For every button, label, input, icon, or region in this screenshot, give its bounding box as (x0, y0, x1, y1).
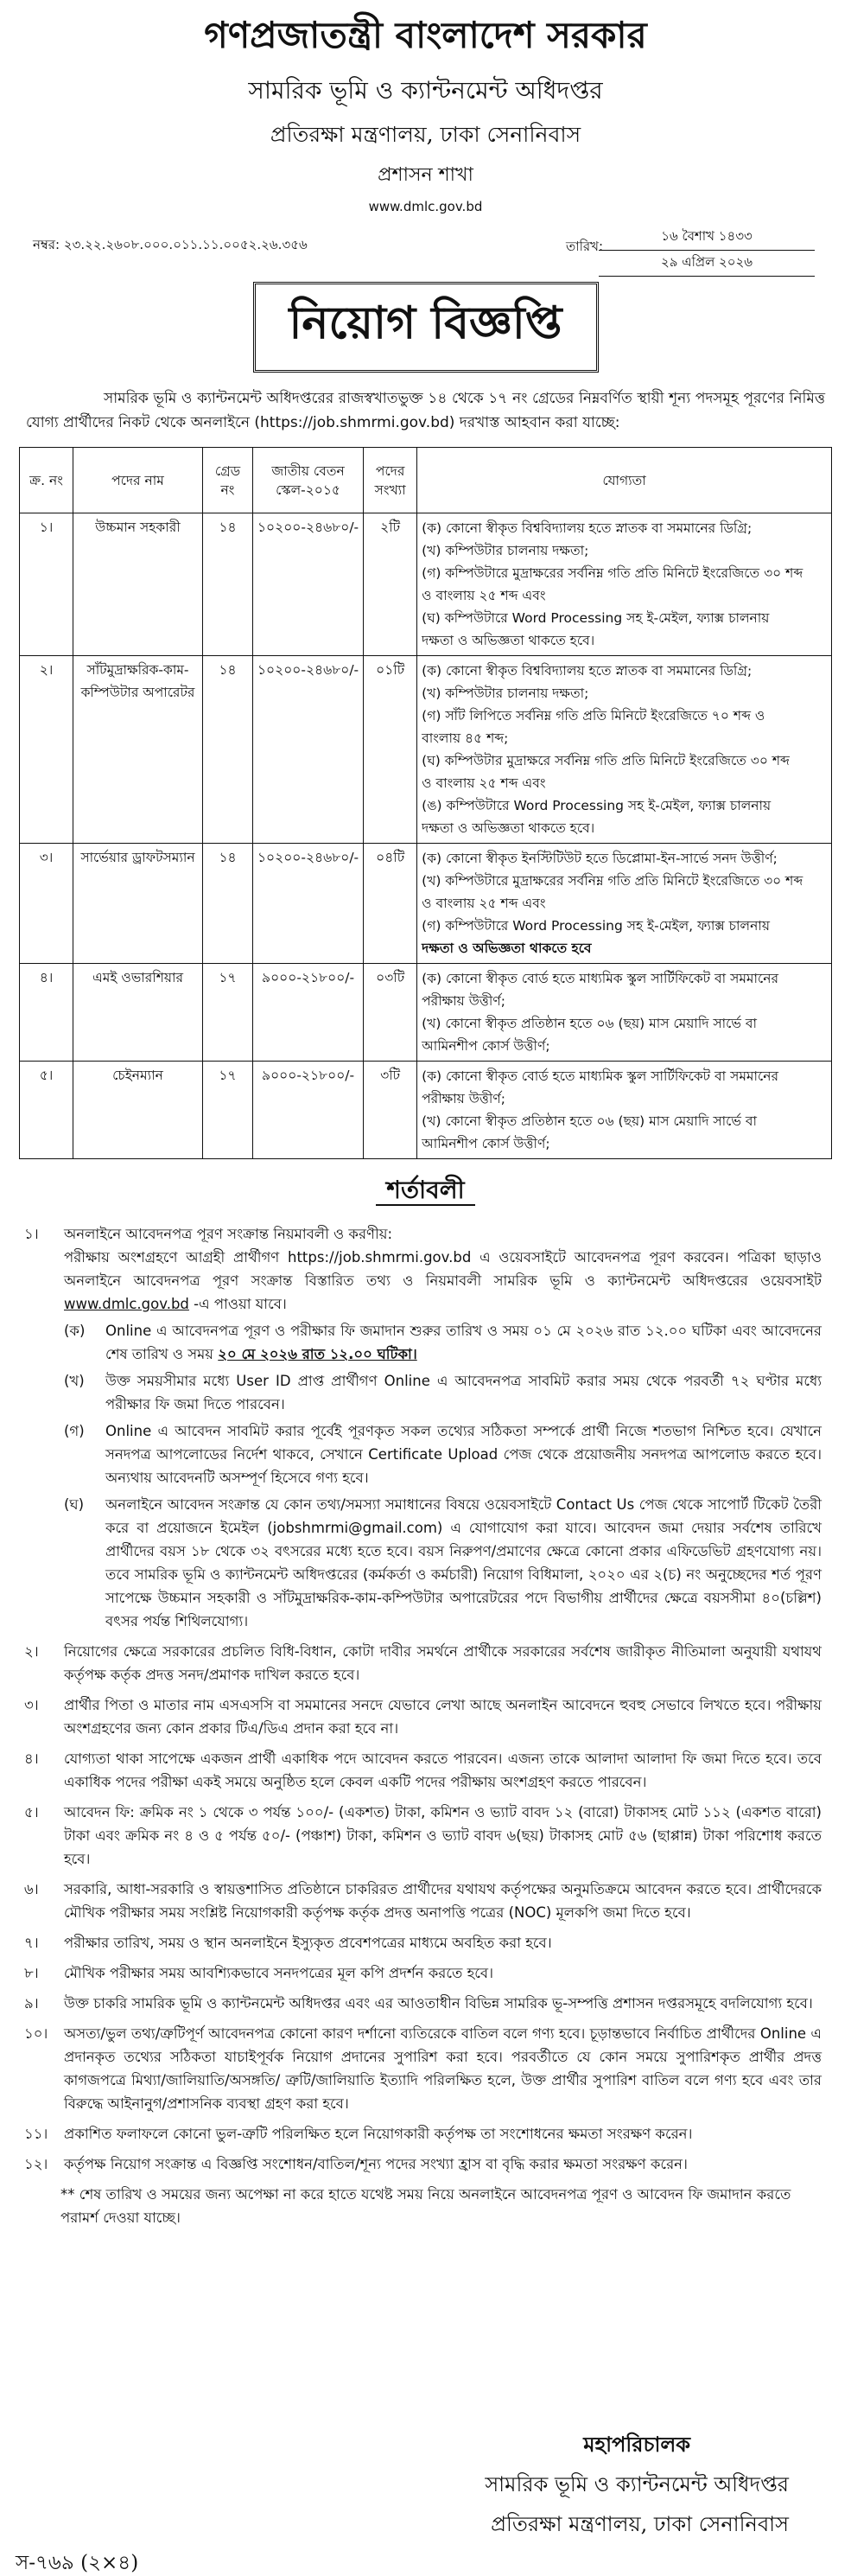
table-header-row (20, 448, 832, 513)
col-qualification: যোগ্যতা (417, 448, 832, 513)
term-body (64, 1222, 832, 1633)
term-item (19, 1931, 832, 1954)
sub-term-text: উক্ত সময়সীমার মধ্যে User ID প্রাপ্ত প্রার্থীগণ Online এ আবেদনপত্র সাবমিট করার সময় থেকে পরবর্তী ৭২ ঘণ্টার মধ্যে পরীক্ষার ফি জমা দিতে পারবেন। (105, 1373, 822, 1412)
intro-paragraph: সামরিক ভূমি ও ক্যান্টনমেন্ট অধিদপ্তরের রাজস্বখাতভুক্ত ১৪ থেকে ১৭ নং গ্রেডের নিম্নবর্ণিত স্থায়ী শূন্য পদসমূহ পূরণের নিমিত্ত যোগ্য প্রার্থীদের নিকট থেকে অনলাইনে (https://job.shmrmi.gov.bd) দরখাস্ত আহবান করা যাচ্ছে: (26, 390, 825, 431)
qualification-line: আমিনশীপ কোর্স উত্তীর্ণ; (422, 1136, 550, 1151)
memo-date (566, 225, 815, 277)
sub-term-text: Online এ আবেদনপত্র পূরণ ও পরীক্ষার ফি জমাদান শুরুর তারিখ ও সময় ০১ মে ২০২৬ রাত ১২.০০ ঘটিকা এবং আবেদনের শেষ তারিখ ও সময় (105, 1323, 822, 1362)
term-text: উক্ত চাকরি সামরিক ভূমি ও ক্যান্টনমেন্ট অধিদপ্তর এবং এর আওতাধীন বিভিন্ন সামরিক ভূ-সম্পত্তি প্রশাসন দপ্তরসমূহে বদলিযোগ্য হবে। (64, 1995, 813, 2012)
footer-code: স-৭৬৯ (২×৪) (16, 2552, 139, 2574)
qualification-line: বাংলায় ৪৫ শব্দ; (422, 730, 509, 746)
row-post: চেইনম্যান (73, 1062, 203, 1159)
notice-title: নিয়োগ বিজ্ঞপ্তি (253, 282, 599, 373)
date-english: ২৯ এপ্রিল ২০২৬ (599, 251, 815, 277)
qualification-line: (খ) কম্পিউটার চালনায় দক্ষতা; (422, 685, 589, 701)
advice-note: ** শেষ তারিখ ও সময়ের জন্য অপেক্ষা না করে হাতে যথেষ্ট সময় নিয়ে অনলাইনে আবেদনপত্র পূরণ ও আবেদন ফি জমাদান করতে পরামর্শ দেওয়া যাচ্ছে। (60, 2186, 791, 2226)
term-item (19, 1961, 832, 1985)
row-qualification (417, 844, 832, 964)
ministry-name: প্রতিরক্ষা মন্ত্রণালয়, ঢাকা সেনানিবাস (270, 122, 581, 147)
term-number: ৯। (24, 1995, 39, 2012)
term-text: পরীক্ষার তারিখ, সময় ও স্থান অনলাইনে ইস্যুকৃত প্রবেশপত্রের মাধ্যমে অবহিত করা হবে। (64, 1935, 552, 1951)
recruitment-notice-page (0, 7, 851, 2576)
sub-term (64, 1319, 822, 1366)
row-qualification (417, 1062, 832, 1159)
deadline-text: ২০ মে ২০২৬ রাত ১২.০০ ঘটিকা। (218, 1346, 417, 1362)
row-post: এমই ওভারশিয়ার (73, 964, 203, 1062)
row-post: উচ্চমান সহকারী (73, 513, 203, 656)
branch-name: প্রশাসন শাখা (378, 164, 473, 186)
term-item (19, 1693, 832, 1740)
qualification-line: দক্ষতা ও অভিজ্ঞতা থাকতে হবে (422, 940, 592, 956)
term-paragraph-text: পরীক্ষায় অংশগ্রহণে আগ্রহী প্রার্থীগণ https://job.shmrmi.gov.bd এ ওয়েবসাইটে আবেদনপত্র পূরণ করবেন। পত্রিকা ছাড়াও অনলাইনে আবেদনপত্র পূরণ সংক্রান্ত বিস্তারিত তথ্য ও নিয়মাবলী সামরিক ভূমি ও ক্যান্টনমেন্ট অধিদপ্তরের ওয়েবসাইট (64, 1249, 822, 1289)
qualification-line: পরীক্ষায় উত্তীর্ণ; (422, 1091, 505, 1106)
qualification-line: দক্ষতা ও অভিজ্ঞতা থাকতে হবে। (422, 633, 595, 648)
row-count: ২টি (364, 513, 417, 656)
term-number: ১২। (24, 2156, 48, 2172)
row-qualification (417, 656, 832, 844)
qualification-line: (ক) কোনো স্বীকৃত ইনস্টিটিউট হতে ডিপ্লোমা-ইন-সার্ভে সনদ উত্তীর্ণ; (422, 851, 778, 866)
term-item (19, 1640, 832, 1687)
row-scale: ১০২০০-২৪৬৮০/- (253, 844, 364, 964)
row-grade: ১৭ (203, 964, 253, 1062)
term-text: যোগ্যতা থাকা সাপেক্ষে একজন প্রার্থী একাধিক পদে আবেদন করতে পারবেন। এজন্য তাকে আলাদা আলাদা ফি জমা দিতে হবে। তবে একাধিক পদের পরীক্ষা একই সময়ে অনুষ্ঠিত হলে কেবল একটি পদের পরীক্ষায় অংশগ্রহণ করতে পারবেন। (64, 1750, 822, 1790)
term-item (19, 2022, 832, 2115)
date-label: তারিখ: (566, 239, 604, 254)
row-post: সাঁটমুদ্রাক্ষরিক-কাম-কম্পিউটার অপারেটর (73, 656, 203, 844)
row-count: ০৩টি (364, 964, 417, 1062)
term-text: সরকারি, আধা-সরকারি ও স্বায়ত্তশাসিত প্রতিষ্ঠানে চাকরিরত প্রার্থীদের যথাযথ কর্তৃপক্ষের অনুমতিক্রমে আবেদন করতে হবে। প্রার্থীদেরকে মৌখিক পরীক্ষার সময় সংশ্লিষ্ট নিয়োগকারী কর্তৃপক্ষ কর্তৃক প্রদত্ত অনাপত্তি পত্রের (NOC) মূলকপি জমা দিতে হবে। (64, 1881, 822, 1921)
term-text: আবেদন ফি: ক্রমিক নং ১ থেকে ৩ পর্যন্ত ১০০/- (একশত) টাকা, কমিশন ও ভ্যাট বাবদ ১২ (বারো) টাকাসহ মোট ১১২ (একশত বারো) টাকা এবং ক্রমিক নং ৪ ও ৫ পর্যন্ত ৫০/- (পঞ্চাশ) টাকা, কমিশন ও ভ্যাট বাবদ ৬(ছয়) টাকাসহ মোট ৫৬ (ছাপ্পান্ন) টাকা পরিশোধ করতে হবে। (64, 1804, 822, 1867)
term-text: প্রকাশিত ফলাফলে কোনো ভুল-ত্রুটি পরিলক্ষিত হলে নিয়োগকারী কর্তৃপক্ষ তা সংশোধনের ক্ষমতা সংরক্ষণ করেন। (64, 2126, 693, 2142)
row-scale: ৯০০০-২১৮০০/- (253, 964, 364, 1062)
qualification-line: ও বাংলায় ২৫ শব্দ এবং (422, 896, 546, 911)
term-item (19, 2152, 832, 2176)
col-serial: ক্র. নং (20, 448, 73, 513)
sub-term-number: (ঘ) (64, 1496, 85, 1513)
sub-term (64, 1419, 822, 1489)
table-row (20, 513, 832, 656)
term-number: ৮। (24, 1965, 39, 1981)
term-item (19, 1222, 832, 1633)
qualification-line: (ক) কোনো স্বীকৃত বোর্ড হতে মাধ্যমিক স্কুল সার্টিফিকেট বা সমমানের (422, 1068, 779, 1084)
qualification-line: (গ) কম্পিউটারে Word Processing সহ ই-মেইল, ফ্যাক্স চালনায় (422, 918, 770, 934)
term-item (19, 1878, 832, 1924)
col-pay-scale: জাতীয় বেতন স্কেল-২০১৫ (253, 448, 364, 513)
row-scale: ১০২০০-২৪৬৮০/- (253, 513, 364, 656)
row-grade: ১৪ (203, 844, 253, 964)
qualification-line: (গ) কম্পিউটারে মুদ্রাক্ষরের সর্বনিম্ন গতি প্রতি মিনিটে ইংরেজিতে ৩০ শব্দ (422, 565, 803, 581)
terms-title-text: শর্তাবলী (376, 1176, 474, 1206)
row-serial: ৩। (20, 844, 73, 964)
term-text: অসত্য/ভুল তথ্য/ত্রুটিপূর্ণ আবেদনপত্র কোনো কারণ দর্শানো ব্যতিরেকে বাতিল বলে গণ্য হবে। চূড়ান্তভাবে নির্বাচিত প্রার্থীদের Online এ প্রদানকৃত তথ্যের সঠিকতা যাচাইপূর্বক নিয়োগ প্রদানের সুপারিশ করা হবে। পরবর্তীতে যে কোন সময়ে সুপারিশকৃত প্রার্থীর প্রদত্ত কাগজপত্রে মিথ্যা/জালিয়াতি/অসঙ্গতি/ ত্রুটি/জালিয়াতি ইত্যাদি পরিলক্ষিত হলে, উক্ত প্রার্থীর সুপারিশ বাতিল বলে গণ্য হবে এবং তার বিরুদ্ধে আইনানুগ/প্রশাসনিক ব্যবস্থা গ্রহণ করা হবে। (64, 2025, 822, 2112)
col-grade: গ্রেড নং (203, 448, 253, 513)
sub-term-text: অনলাইনে আবেদন সংক্রান্ত যে কোন তথ্য/সমস্যা সমাধানের বিষয়ে ওয়েবসাইটে Contact Us পেজ থেকে সাপোর্ট টিকেট তৈরী করে বা প্রয়োজনে ইমেইল (jobshmrmi@gmail.com) এ যোগাযোগ করা যাবে। আবেদন জমা দেয়ার সর্বশেষ তারিখে প্রার্থীদের বয়স ১৮ থেকে ৩২ বৎসরের মধ্যে হতে হবে। বয়স নিরুপণ/প্রমাণের ক্ষেত্রে কোনো প্রকার এফিডেভিট গ্রহণযোগ্য নয়। তবে সামরিক ভূমি ও ক্যান্টনমেন্ট অধিদপ্তরের (কর্মকর্তা ও কর্মচারী) নিয়োগ বিধিমালা, ২০২০ এর ২(চ) নং অনুচ্ছেদের শর্ত পূরণ সাপেক্ষে উচ্চমান সহকারী ও সাঁটমুদ্রাক্ষরিক-কাম-কম্পিউটার অপারেটরের পদে বিভাগীয় প্রার্থীদের ক্ষেত্রে বয়সসীমা ৪০(চল্লিশ) বৎসর পর্যন্ত শিথিলযোগ্য। (105, 1496, 822, 1629)
term-paragraph-tail: -এ পাওয়া যাবে। (194, 1296, 287, 1312)
sub-term-number: (ক) (64, 1323, 86, 1339)
row-count: ০১টি (364, 656, 417, 844)
table-row (20, 656, 832, 844)
term-item (19, 1801, 832, 1871)
website-link[interactable]: www.dmlc.gov.bd (368, 199, 483, 214)
qualification-line: (ক) কোনো স্বীকৃত বিশ্ববিদ্যালয় হতে স্নাতক বা সমমানের ডিগ্রি; (422, 663, 753, 679)
row-serial: ২। (20, 656, 73, 844)
table-row (20, 1062, 832, 1159)
qualification-line: (খ) কম্পিউটার চালনায় দক্ষতা; (422, 543, 589, 558)
qualification-line: (ক) কোনো স্বীকৃত বোর্ড হতে মাধ্যমিক স্কুল সার্টিফিকেট বা সমমানের (422, 971, 779, 986)
row-grade: ১৪ (203, 513, 253, 656)
sub-term-number: (খ) (64, 1373, 85, 1389)
row-scale: ৯০০০-২১৮০০/- (253, 1062, 364, 1159)
terms-list (19, 1222, 832, 2229)
qualification-line: (ঙ) কম্পিউটারে Word Processing সহ ই-মেইল, ফ্যাক্স চালনায় (422, 798, 772, 813)
row-count: ০৪টি (364, 844, 417, 964)
row-post: সার্ভেয়ার ড্রাফটসম্যান (73, 844, 203, 964)
row-qualification (417, 964, 832, 1062)
term-number: ৪। (24, 1750, 39, 1767)
col-post-name: পদের নাম (73, 448, 203, 513)
table-row (20, 964, 832, 1062)
signatory-ministry: প্রতিরক্ষা মন্ত্রণালয়, ঢাকা সেনানিবাস (491, 2512, 789, 2536)
qualification-line: (ক) কোনো স্বীকৃত বিশ্ববিদ্যালয় হতে স্নাতক বা সমমানের ডিগ্রি; (422, 520, 753, 536)
qualification-line: (খ) কোনো স্বীকৃত প্রতিষ্ঠান হতে ০৬ (ছয়) মাস মেয়াদি সার্ভে বা (422, 1016, 757, 1031)
term-number: ২। (24, 1643, 39, 1660)
government-title: গণপ্রজাতন্ত্রী বাংলাদেশ সরকার (204, 14, 647, 56)
memo-number: নম্বর: ২৩.২২.২৬০৮.০০০.০১১.১১.০০৫২.২৬.৩৫৬ (33, 237, 308, 252)
sub-term (64, 1493, 822, 1633)
qualification-line: (খ) কোনো স্বীকৃত প্রতিষ্ঠান হতে ০৬ (ছয়) মাস মেয়াদি সার্ভে বা (422, 1113, 757, 1129)
row-grade: ১৭ (203, 1062, 253, 1159)
qualification-line: দক্ষতা ও অভিজ্ঞতা থাকতে হবে। (422, 820, 595, 836)
signatory-designation: মহাপরিচালক (583, 2432, 691, 2457)
term-number: ১১। (24, 2126, 48, 2142)
qualification-line: (গ) সাঁট লিপিতে সর্বনিম্ন গতি প্রতি মিনিটে ইংরেজিতে ৭০ শব্দ ও (422, 708, 765, 724)
term-number: ১০। (24, 2025, 48, 2042)
qualification-line: ও বাংলায় ২৫ শব্দ এবং (422, 775, 546, 791)
terms-title (19, 1171, 832, 1212)
table-row (20, 844, 832, 964)
sub-term-text: Online এ আবেদন সাবমিট করার পূর্বেই পূরণকৃত সকল তথ্যের সঠিকতা সম্পর্কে প্রার্থী নিজে শতভাগ নিশ্চিত হবে। যেখানে সনদপত্র আপলোডের নির্দেশ থাকবে, সেখানে Certificate Upload পেজ থেকে প্রয়োজনীয় সনদপত্র আপলোড করতে হবে। অন্যথায় আবেদনটি অসম্পূর্ণ হিসেবে গণ্য হবে। (105, 1423, 822, 1486)
posts-table (19, 447, 832, 1159)
qualification-line: (ঘ) কম্পিউটারে Word Processing সহ ই-মেইল, ফ্যাক্স চালনায় (422, 610, 770, 626)
term-number: ৭। (24, 1935, 39, 1951)
term-number: ৬। (24, 1881, 39, 1897)
department-name: সামরিক ভূমি ও ক্যান্টনমেন্ট অধিদপ্তর (248, 76, 603, 105)
row-serial: ১। (20, 513, 73, 656)
term-text: মৌখিক পরীক্ষার সময় আবশ্যিকভাবে সনদপত্রের মূল কপি প্রদর্শন করতে হবে। (64, 1965, 493, 1981)
sub-term-body (105, 1319, 822, 1366)
sub-term-number: (গ) (64, 1423, 85, 1439)
website-link[interactable]: www.dmlc.gov.bd (64, 1296, 189, 1312)
memo-row (19, 225, 832, 277)
sub-term (64, 1369, 822, 1416)
col-post-count: পদের সংখ্যা (364, 448, 417, 513)
row-grade: ১৪ (203, 656, 253, 844)
term-number: ১। (24, 1226, 39, 1242)
qualification-line: (ঘ) কম্পিউটার মুদ্রাক্ষরে সর্বনিম্ন গতি প্রতি মিনিটে ইংরেজিতে ৩০ শব্দ (422, 753, 790, 768)
term-text: কর্তৃপক্ষ নিয়োগ সংক্রান্ত এ বিজ্ঞপ্তি সংশোধন/বাতিল/শূন্য পদের সংখ্যা হ্রাস বা বৃদ্ধি করার ক্ষমতা সংরক্ষণ করেন। (64, 2156, 688, 2172)
signature-block (485, 2429, 789, 2543)
row-qualification (417, 513, 832, 656)
term-number: ৩। (24, 1697, 39, 1713)
row-serial: ৪। (20, 964, 73, 1062)
date-bangla: ১৬ বৈশাখ ১৪৩৩ (599, 225, 815, 251)
row-scale: ১০২০০-২৪৬৮০/- (253, 656, 364, 844)
qualification-line: (খ) কম্পিউটারে মুদ্রাক্ষরের সর্বনিম্ন গতি প্রতি মিনিটে ইংরেজিতে ৩০ শব্দ (422, 873, 803, 889)
term-text: প্রার্থীর পিতা ও মাতার নাম এসএসসি বা সমমানের সনদে যেভাবে লেখা আছে অনলাইন আবেদনে হুবহু সেভাবে লিখতে হবে। পরীক্ষায় অংশগ্রহণের জন্য কোন প্রকার টিএ/ডিএ প্রদান করা হবে না। (64, 1697, 822, 1737)
qualification-line: আমিনশীপ কোর্স উত্তীর্ণ; (422, 1038, 550, 1054)
term-paragraph (64, 1246, 822, 1316)
term-text: নিয়োগের ক্ষেত্রে সরকারের প্রচলিত বিধি-বিধান, কোটা দাবীর সমর্থনে প্রার্থীকে সরকারের সর্বশেষ জারীকৃত নীতিমালা অনুযায়ী যথাযথ কর্তৃপক্ষ কর্তৃক প্রদত্ত সনদ/প্রমাণক দাখিল করতে হবে। (64, 1643, 822, 1683)
term-item (19, 2122, 832, 2146)
qualification-line: পরীক্ষায় উত্তীর্ণ; (422, 993, 505, 1009)
term-item (19, 1747, 832, 1794)
row-serial: ৫। (20, 1062, 73, 1159)
qualification-line: ও বাংলায় ২৫ শব্দ এবং (422, 588, 546, 603)
term-item (19, 1992, 832, 2015)
signatory-office: সামরিক ভূমি ও ক্যান্টনমেন্ট অধিদপ্তর (485, 2472, 789, 2496)
term-heading: অনলাইনে আবেদনপত্র পূরণ সংক্রান্ত নিয়মাবলী ও করণীয়: (64, 1226, 393, 1242)
row-count: ৩টি (364, 1062, 417, 1159)
term-number: ৫। (24, 1804, 39, 1820)
